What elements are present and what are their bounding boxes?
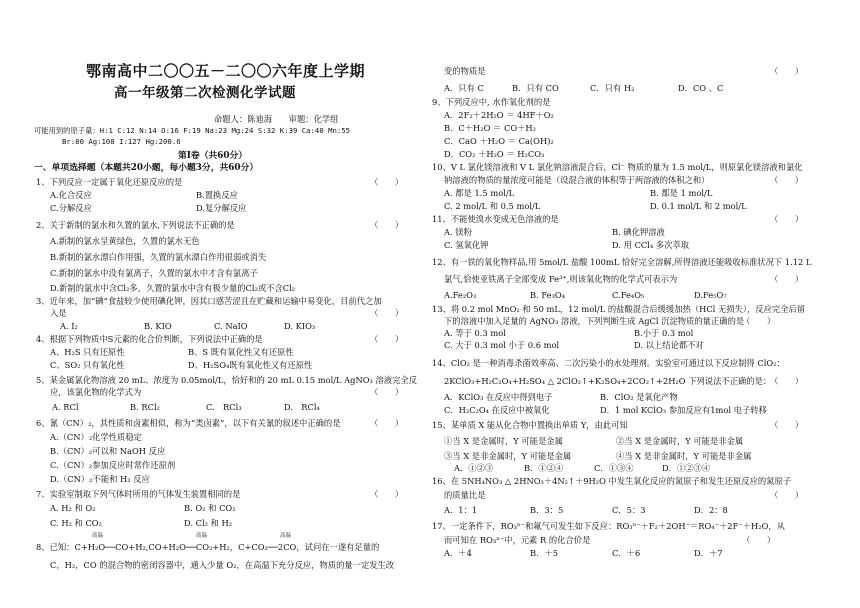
option: C. 氢氧化钾: [444, 240, 489, 250]
option: D.复分解反应: [196, 203, 247, 213]
option: D. 用 CCl₄ 多次萃取: [612, 240, 690, 250]
option: D.新制的氯水中含Cl₂多，久置的氯水中含有极少量的Cl₂或不含Cl₂: [50, 283, 296, 293]
option: C．H₂C₂O₄ 在反应中被氧化: [444, 405, 550, 415]
answer-paren: （ ）: [742, 535, 776, 545]
option: A. I₂: [60, 321, 78, 331]
question-13: 13、将 0.2 mol MnO₂ 和 50 mL，12 mol/L 的盐酸混合后缓缓加热（HCl 无损失），反应完全后留: [432, 304, 806, 314]
answer-paren: （ ）: [370, 387, 404, 397]
answer-paren: （ ）: [770, 214, 804, 224]
option: A. 都是 1.5 mol/L: [444, 188, 515, 198]
option: C．5：3: [612, 505, 646, 515]
question-12: 12、有一铁的氧化物样品,用 5mol/L 盐酸 100mL 恰好完全溶解,所得溶液还能吸收标准状况下 1.12 L: [432, 257, 812, 267]
answer-paren: （ ）: [370, 334, 404, 344]
reaction-equation: 2KClO₃+H₂C₂O₄+H₂SO₄ △ 2ClO₂↑+K₂SO₄+2CO₂↑+2H₂O 下列说法不正确的是：: [444, 376, 772, 386]
option: B．＋5: [530, 548, 558, 558]
option: B. Fe₃O₄: [530, 290, 566, 300]
answer-paren: （ ）: [770, 175, 804, 185]
option: A. RCl: [52, 402, 79, 412]
condition-label: 高温: [196, 533, 208, 539]
question-text: 下的溶液中加入足量的 AgNO₃ 溶液，下列判断生成 AgCl 沉淀物质的量正确的是: [444, 316, 745, 326]
option: C.（CN）₂参加反应时常作还原剂: [50, 460, 176, 470]
question-6: 6、氰（CN）₂，其性质和卤素相似，称为“类卤素”，以下有关氰的叙述中正确的是: [36, 418, 341, 428]
option: D．1 mol KClO₃ 参加反应有1mol 电子转移: [600, 405, 767, 415]
question-text: 入是: [50, 308, 67, 318]
condition-label: 高温: [280, 533, 292, 539]
atomic-masses-line-2: Br:80 Ag:108 I:127 Hg:200.6: [62, 137, 181, 146]
option: B.新制的氯水漂白作用强，久置的氯水漂白作用很弱或消失: [50, 252, 267, 262]
answer-paren: （ ）: [370, 489, 404, 499]
question-9: 9、下列反应中, 水作氧化剂的是: [432, 97, 551, 107]
option: D、H₂SO₄既有氧化性又有还原性: [188, 360, 313, 370]
question-4: 4、根据下列物质中S元素的化合价判断，下列说法中正确的是: [36, 334, 263, 344]
answer-paren: （ ）: [370, 418, 404, 428]
option: D．＋7: [694, 548, 723, 558]
paper-subtitle: 高一年级第二次检测化学试题: [114, 85, 296, 101]
option: A．＋4: [444, 548, 472, 558]
option: A.化合反应: [50, 190, 92, 200]
option: C．①③④: [594, 463, 634, 473]
option: D.Fe₅O₇: [694, 290, 727, 300]
option: C．只有 H₂: [590, 83, 635, 93]
option: C. 2 mol/L 和 0.5 mol/L: [444, 201, 541, 211]
paper-title: 鄂南高中二〇〇五－二〇〇六年度上学期: [86, 62, 366, 80]
answer-paren: （ ）: [770, 490, 804, 500]
option: A、H₂S 只有还原性: [50, 347, 125, 357]
option: D. Cl₂ 和 H₂: [184, 518, 233, 528]
question-15: 15、某单质 X 能从化合物中置换出单质 Y，由此可知: [432, 420, 628, 430]
option: C、SO₂ 只有氧化性: [50, 360, 125, 370]
option: D. RCl₄: [284, 402, 320, 412]
option: D.（CN）₂不能和 H₂ 反应: [50, 474, 150, 484]
option: C. H₂ 和 CO₂: [50, 518, 102, 528]
option: B. KIO: [144, 321, 172, 331]
question-11: 11、不能使溴水变成无色溶液的是: [432, 214, 559, 224]
option: B.小于 0.3 mol: [634, 328, 694, 338]
statement: ③当 X 是非金属时，Y 可能是金属: [444, 451, 572, 461]
option: C. 大于 0.3 mol 小于 0.6 mol: [444, 340, 560, 350]
option: B. 碘化钾溶液: [612, 227, 665, 237]
authors-line: 命题人：陈迪海 审题：化学组: [214, 114, 339, 124]
option: B．只有 CO: [512, 83, 559, 93]
condition-label: 高温: [92, 533, 104, 539]
option: D．CO₂ ＋H₂O ＝ H₂CO₃: [444, 149, 545, 159]
option: D. KIO₃: [284, 321, 316, 331]
option: A.Fe₂O₃: [444, 290, 477, 300]
option: A. 等于 0.3 mol: [444, 328, 506, 338]
question-14: 14、ClO₂ 是一种消毒杀菌效率高、二次污染小的水处理剂。实验室可通过以下反应制得 ClO₂：: [432, 358, 785, 368]
question-text: 氯气,恰使亚铁离子全部变成 Fe³⁺,则该氧化物的化学式可表示为: [444, 274, 678, 284]
option: B. O₂ 和 CO₂: [184, 503, 236, 513]
option: B．C＋H₂O ＝ CO＋H₂: [444, 123, 536, 133]
answer-paren: （ ）: [370, 220, 404, 230]
question-16: 16、在 5NH₄NO₃ △ 2HNO₃＋4N₂↑＋9H₂O 中发生氧化反应的氮原子和发生还原反应的氮原子: [432, 476, 792, 486]
answer-paren: （ ）: [370, 308, 404, 318]
answer-paren: （ ）: [770, 376, 804, 386]
option: B．3：5: [530, 505, 564, 515]
option: C. NaIO: [214, 321, 248, 331]
option: A.（CN）₂化学性质稳定: [50, 432, 142, 442]
option: D．CO 、C: [678, 83, 724, 93]
question-5: 5、某金属氯化物溶液 20 mL、浓度为 0.05mol/L，恰好和的 20 mL 0.15 mol/L AgNO₃ 溶液完全反: [36, 375, 417, 385]
option: A. H₂ 和 O₂: [50, 503, 96, 513]
question-text: 变的物质是: [444, 66, 486, 76]
option: A．1：1: [444, 505, 478, 515]
option: C.分解反应: [50, 203, 92, 213]
option: D. 0.1 mol/L 和 2 mol/L: [650, 201, 747, 211]
volume-heading: 第Ⅰ卷（共60分）: [178, 151, 248, 161]
question-17: 17、一定条件下，RO₃ⁿ⁻和氟气可发生如下反应：RO₃ⁿ⁻＋F₂＋2OH⁻＝RO₄⁻＋2F⁻＋H₂O，从: [432, 521, 785, 531]
question-2: 2、关于新制的氯水和久置的氯水,下列说法不正确的是: [36, 220, 235, 230]
question-7: 7、实验室制取下列气体时所用的气体发生装置相同的是: [36, 489, 241, 499]
section-heading: 一、单项选择题（本题共20小题，每小题3分，共60分）: [34, 163, 259, 173]
option: C.Fe₄O₅: [612, 290, 645, 300]
answer-paren: （ ）: [770, 420, 804, 430]
question-3: 3、近年来，加“碘”食盐较少使用碘化钾，因其口感苦涩且在贮藏和运输中易变化，目前代之加: [36, 296, 382, 306]
option: C. RCl₃: [206, 402, 242, 412]
statement: ①当 X 是金属时，Y 可能是金属: [444, 436, 563, 446]
question-1: 1、下列反应一定属于氧化还原反应的是: [36, 177, 183, 187]
option: A．2F₂＋2H₂O ＝ 4HF＋O₂: [444, 110, 554, 120]
option: C.新制的氯水中没有氯离子，久置的氯水中才含有氯离子: [50, 268, 258, 278]
question-10: 10、V L 氯化镁溶液和 V L 氯化钠溶液混合后，Cl⁻ 物质的量为 1.5 mol/L，则原氯化镁溶液和氯化: [432, 162, 803, 172]
question-text: 钠溶液的物质的量浓度可能是（设混合液的体积等于两溶液的体积之和）: [444, 175, 710, 185]
question-text: 应，该氯化物的化学式为: [50, 387, 142, 397]
option: A．①②③: [454, 463, 494, 473]
option: B. RCl₂: [130, 402, 160, 412]
statement: ②当 X 是金属时，Y 可能是非金属: [616, 436, 744, 446]
option: C．＋6: [612, 548, 641, 558]
question-8: 8、已知：C+H₂O──CO+H₂,CO+H₂O──CO₂+H₂，C+CO₂──2CO，试问在一遂有足量的: [36, 542, 380, 552]
question-text: 而可知在 RO₃ⁿ⁻中，元素 R 的化合价是: [444, 535, 591, 545]
option: A．只有 C: [444, 83, 484, 93]
option: B．ClO₂ 是氧化产物: [600, 392, 678, 402]
question-text: 的质量比是: [444, 490, 486, 500]
option: D．①②③④: [662, 463, 711, 473]
option: A．KClO₃ 在反应中得到电子: [444, 392, 553, 402]
answer-paren: （ ）: [770, 274, 804, 284]
option: C．CaO ＋H₂O ＝ Ca(OH)₂: [444, 136, 554, 146]
option: B.置换反应: [196, 190, 238, 200]
option: D．2：8: [694, 505, 728, 515]
atomic-masses-line-1: 可能用到的原子量：H:1 C:12 N:14 O:16 F:19 Na:23 Mg:24 S:32 K:39 Ca:40 Mn:55: [34, 126, 351, 135]
option: A. 镁粉: [444, 227, 472, 237]
answer-paren: （ ）: [742, 316, 776, 326]
statement: ④当 X 是非金属时，Y 可能是非金属: [616, 451, 752, 461]
option: D. 以上结论都不对: [634, 340, 704, 350]
answer-paren: （ ）: [770, 66, 804, 76]
option: A.新制的氯水呈黄绿色，久置的氯水无色: [50, 236, 200, 246]
option: B. 都是 1 mol/L: [650, 188, 713, 198]
option: B.（CN）₂可以和 NaOH 反应: [50, 446, 166, 456]
option: B、S 既有氧化性又有还原性: [188, 347, 294, 357]
option: B．①②④: [524, 463, 564, 473]
question-text: C，H₂，CO 的混合物的密闭容器中，通入少量 O₂，在高温下充分反应，物质的量一定发生改: [50, 560, 395, 570]
answer-paren: （ ）: [370, 177, 404, 187]
